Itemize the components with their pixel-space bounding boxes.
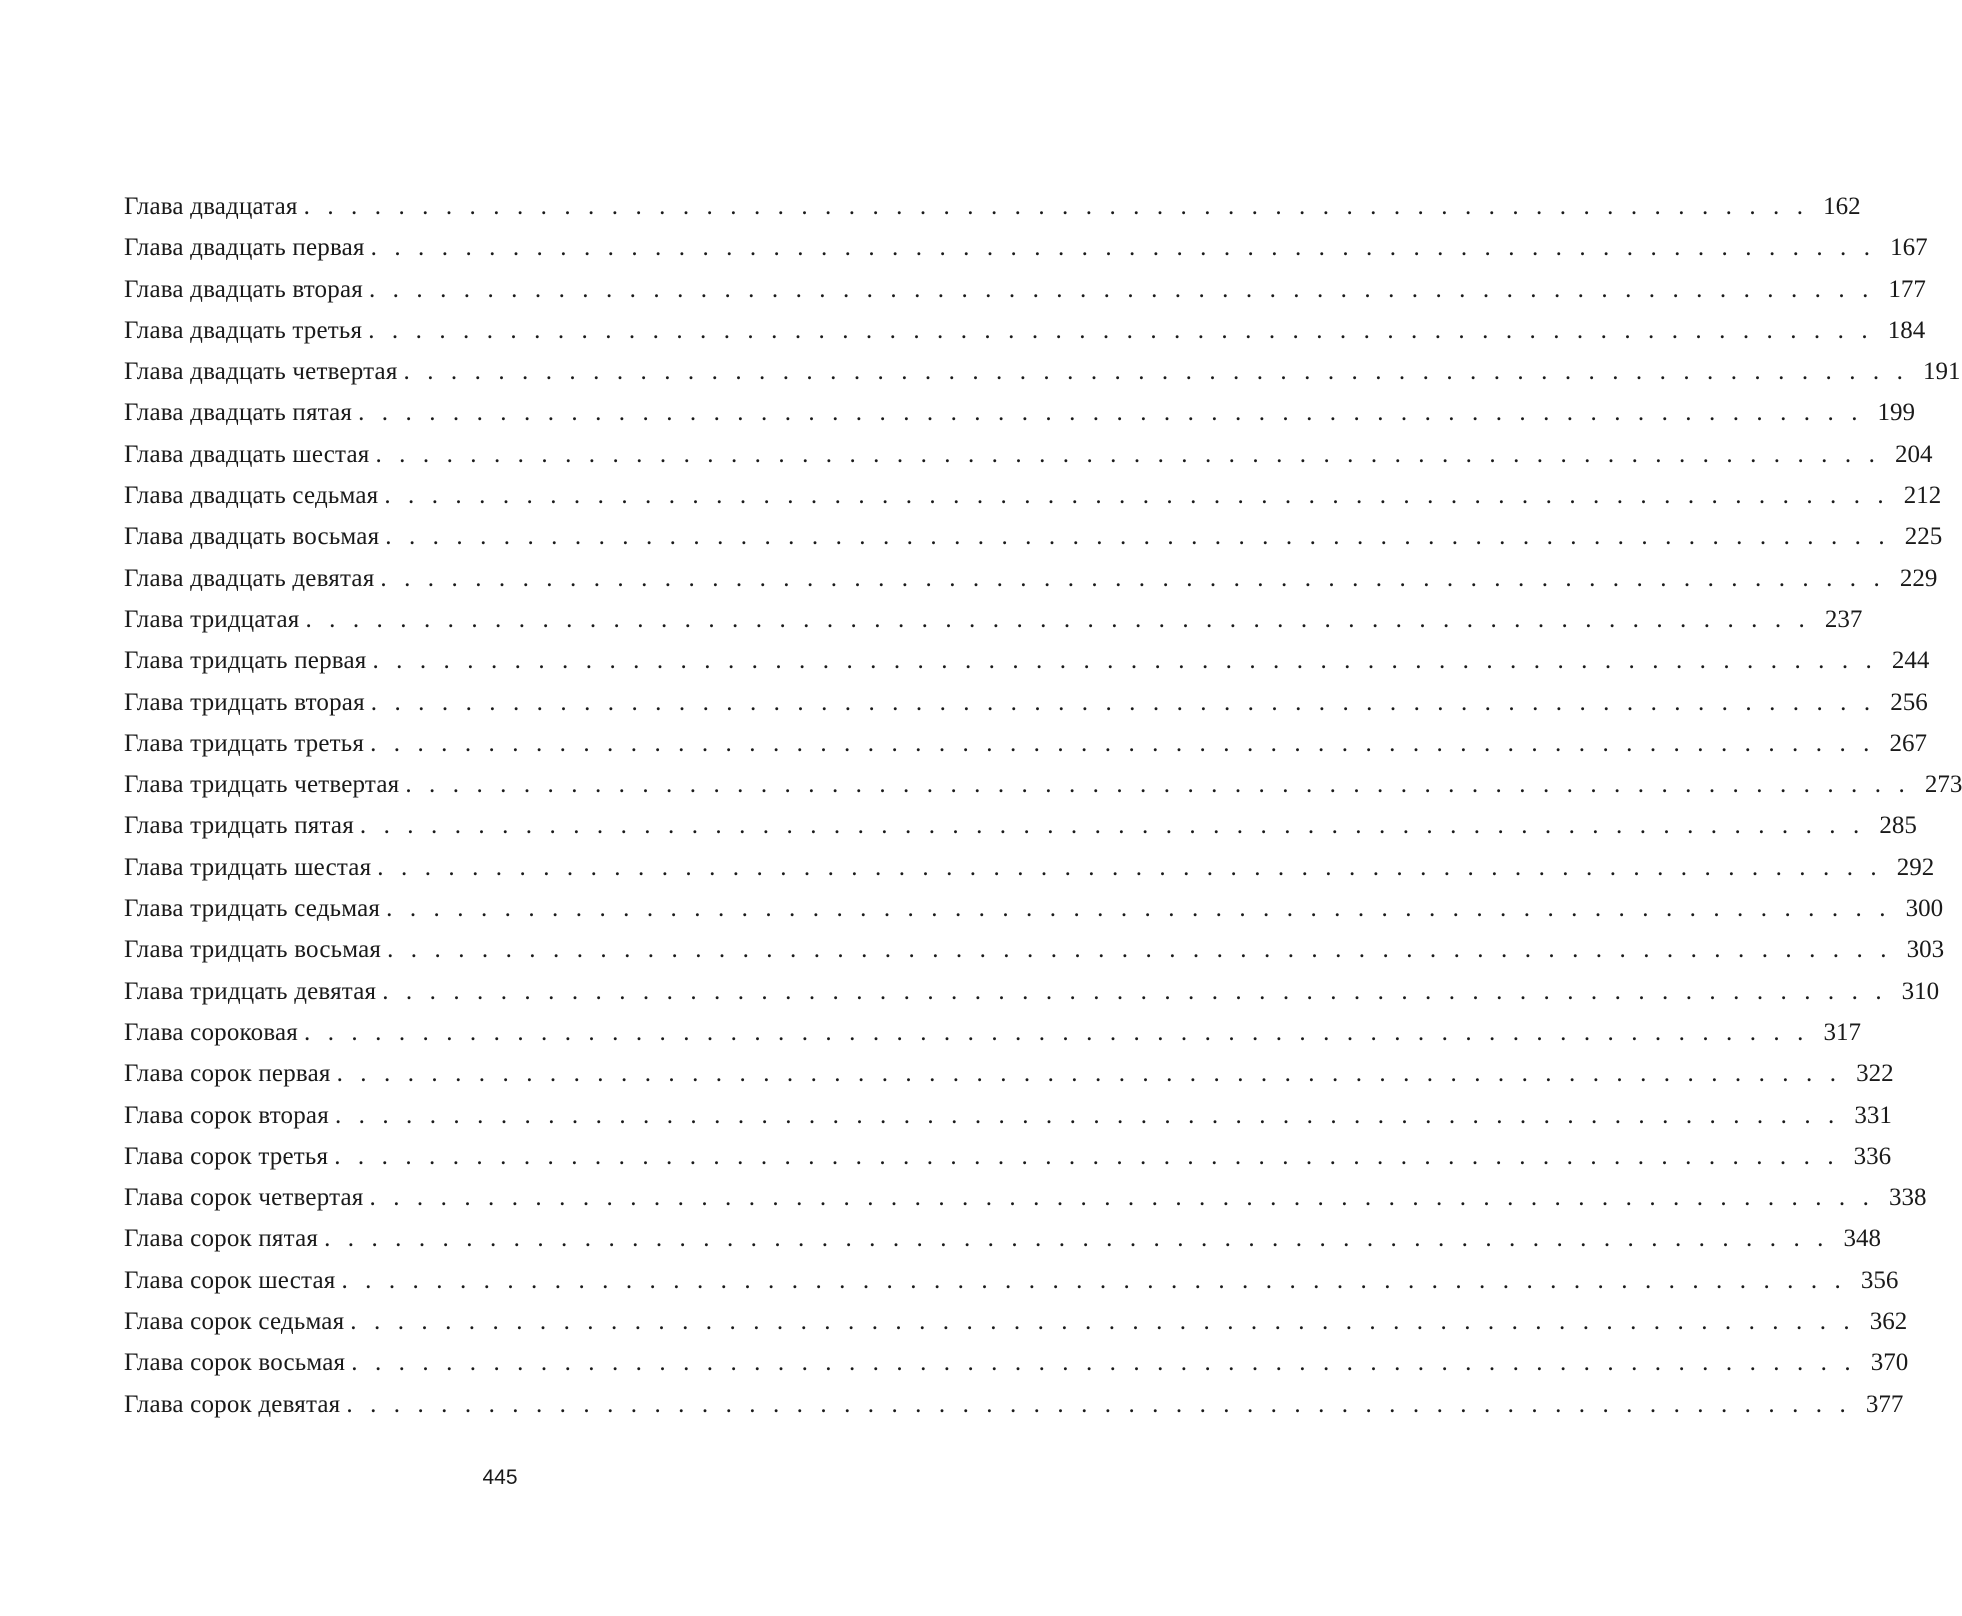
- toc-entry-page: 285: [1879, 812, 1917, 840]
- toc-entry[interactable]: [124, 434, 1933, 475]
- dot-leader: . . . . . . . . . . . . . . . . . . . . . . . . . . . . . . . . . . . . . . . . . . . . . . . . . . . . . . . . . . . . . . . .: [382, 977, 1888, 1005]
- toc-entry[interactable]: [124, 971, 1940, 1012]
- toc-entry-title: Глава двадцать первая: [124, 234, 365, 262]
- toc-entry[interactable]: [124, 764, 1962, 805]
- toc-entry[interactable]: [124, 599, 1863, 640]
- toc-entry[interactable]: [124, 888, 1944, 929]
- toc-entry-title: Глава сорок первая: [124, 1060, 331, 1088]
- dot-leader: . . . . . . . . . . . . . . . . . . . . . . . . . . . . . . . . . . . . . . . . . . . . . . . . . . . . . . . . . . . . . . . .: [385, 523, 1891, 551]
- toc-entry[interactable]: [124, 1136, 1892, 1177]
- toc-entry-page: 267: [1889, 729, 1928, 757]
- toc-entry-title: Глава двадцать девятая: [124, 564, 375, 592]
- toc-entry-page: 338: [1888, 1184, 1927, 1212]
- toc-entry-title: Глава сорок вторая: [124, 1101, 329, 1129]
- toc-entry[interactable]: [124, 1342, 1909, 1383]
- toc-entry[interactable]: [124, 227, 1928, 268]
- toc-entry-title: Глава двадцать третья: [124, 316, 363, 344]
- toc-entry[interactable]: [124, 1260, 1899, 1301]
- toc-entry-page: 204: [1894, 440, 1933, 468]
- dot-leader: . . . . . . . . . . . . . . . . . . . . . . . . . . . . . . . . . . . . . . . . . . . . . . . . . . . . . . . . . . . . . . . .: [372, 647, 1878, 675]
- dot-leader: . . . . . . . . . . . . . . . . . . . . . . . . . . . . . . . . . . . . . . . . . . . . . . . . . . . . . . . . . . . . . . . .: [346, 1390, 1852, 1418]
- toc-entry[interactable]: [124, 640, 1930, 681]
- toc-entry-title: Глава двадцать вторая: [124, 275, 363, 303]
- toc-entry-page: 348: [1843, 1225, 1882, 1253]
- toc-entry[interactable]: [124, 682, 1928, 723]
- table-of-contents: [124, 186, 1962, 1425]
- dot-leader: . . . . . . . . . . . . . . . . . . . . . . . . . . . . . . . . . . . . . . . . . . . . . . . . . . . . . . . . . . . . . . . .: [380, 564, 1886, 592]
- toc-entry-title: Глава двадцать пятая: [124, 399, 353, 427]
- toc-entry-title: Глава сорок девятая: [124, 1390, 341, 1418]
- dot-leader: . . . . . . . . . . . . . . . . . . . . . . . . . . . . . . . . . . . . . . . . . . . . . . . . . . . . . . . . . . . . . . . .: [384, 482, 1890, 510]
- dot-leader: . . . . . . . . . . . . . . . . . . . . . . . . . . . . . . . . . . . . . . . . . . . . . . . . . . . . . . . . . . . . . . . .: [351, 1349, 1857, 1377]
- toc-entry-title: Глава сорок восьмая: [124, 1349, 346, 1377]
- toc-entry-page: 199: [1877, 399, 1916, 427]
- toc-entry-title: Глава двадцать шестая: [124, 440, 370, 468]
- toc-entry-page: 229: [1899, 564, 1938, 592]
- page-number: 445: [482, 1466, 518, 1489]
- toc-entry-page: 212: [1903, 482, 1942, 510]
- toc-entry-page: 362: [1869, 1308, 1908, 1336]
- dot-leader: . . . . . . . . . . . . . . . . . . . . . . . . . . . . . . . . . . . . . . . . . . . . . . . . . . . . . . . . . . . . . . . .: [304, 1018, 1809, 1046]
- toc-entry-page: 336: [1853, 1142, 1892, 1170]
- toc-entry-page: 303: [1906, 936, 1945, 964]
- dot-leader: . . . . . . . . . . . . . . . . . . . . . . . . . . . . . . . . . . . . . . . . . . . . . . . . . . . . . . . . . . . . . . . .: [405, 771, 1911, 799]
- toc-entry-title: Глава тридцать девятая: [124, 977, 377, 1005]
- dot-leader: . . . . . . . . . . . . . . . . . . . . . . . . . . . . . . . . . . . . . . . . . . . . . . . . . . . . . . . . . . . . . . . .: [336, 1060, 1842, 1088]
- toc-entry[interactable]: [124, 723, 1928, 764]
- toc-entry[interactable]: [124, 351, 1961, 392]
- toc-entry-page: 237: [1824, 605, 1863, 633]
- toc-entry[interactable]: [124, 1053, 1894, 1094]
- toc-entry-title: Глава тридцать пятая: [124, 812, 354, 840]
- toc-entry-page: 370: [1870, 1349, 1909, 1377]
- toc-entry[interactable]: [124, 558, 1938, 599]
- toc-entry[interactable]: [124, 475, 1942, 516]
- dot-leader: . . . . . . . . . . . . . . . . . . . . . . . . . . . . . . . . . . . . . . . . . . . . . . . . . . . . . . . . . . . . . . . .: [303, 193, 1809, 220]
- toc-entry-page: 273: [1924, 771, 1962, 799]
- toc-entry-page: 322: [1856, 1060, 1894, 1088]
- toc-entry[interactable]: [124, 269, 1926, 310]
- dot-leader: . . . . . . . . . . . . . . . . . . . . . . . . . . . . . . . . . . . . . . . . . . . . . . . . . . . . . . . . . . . . . . . .: [368, 275, 1874, 303]
- toc-entry[interactable]: [124, 392, 1916, 433]
- dot-leader: . . . . . . . . . . . . . . . . . . . . . . . . . . . . . . . . . . . . . . . . . . . . . . . . . . . . . . . . . . . . . . . .: [369, 1184, 1875, 1212]
- toc-entry[interactable]: [124, 1012, 1861, 1053]
- toc-entry[interactable]: [124, 1177, 1927, 1218]
- toc-entry-page: 300: [1905, 895, 1944, 923]
- dot-leader: . . . . . . . . . . . . . . . . . . . . . . . . . . . . . . . . . . . . . . . . . . . . . . . . . . . . . . . . . . . . . . . .: [375, 440, 1881, 468]
- dot-leader: . . . . . . . . . . . . . . . . . . . . . . . . . . . . . . . . . . . . . . . . . . . . . . . . . . . . . . . . . . . . . . . .: [370, 729, 1876, 757]
- toc-entry-title: Глава сорок пятая: [124, 1225, 319, 1253]
- toc-entry-title: Глава сорок третья: [124, 1142, 329, 1170]
- dot-leader: . . . . . . . . . . . . . . . . . . . . . . . . . . . . . . . . . . . . . . . . . . . . . . . . . . . . . . . . . . . . . . . .: [350, 1308, 1856, 1336]
- toc-entry-page: 244: [1891, 647, 1930, 675]
- dot-leader: . . . . . . . . . . . . . . . . . . . . . . . . . . . . . . . . . . . . . . . . . . . . . . . . . . . . . . . . . . . . . . . .: [334, 1101, 1840, 1129]
- dot-leader: . . . . . . . . . . . . . . . . . . . . . . . . . . . . . . . . . . . . . . . . . . . . . . . . . . . . . . . . . . . . . . . .: [370, 234, 1876, 262]
- dot-leader: . . . . . . . . . . . . . . . . . . . . . . . . . . . . . . . . . . . . . . . . . . . . . . . . . . . . . . . . . . . . . . . .: [358, 399, 1864, 427]
- toc-entry-title: Глава сорок седьмая: [124, 1308, 345, 1336]
- toc-entry[interactable]: [124, 310, 1926, 351]
- toc-entry-page: 225: [1904, 523, 1943, 551]
- toc-entry[interactable]: [124, 1218, 1882, 1259]
- toc-entry-page: 292: [1896, 853, 1935, 881]
- toc-entry-page: 191: [1922, 358, 1961, 386]
- dot-leader: . . . . . . . . . . . . . . . . . . . . . . . . . . . . . . . . . . . . . . . . . . . . . . . . . . . . . . . . . . . . . . . .: [368, 316, 1874, 344]
- toc-entry-page: 184: [1887, 316, 1926, 344]
- toc-entry[interactable]: [124, 1384, 1904, 1425]
- dot-leader: . . . . . . . . . . . . . . . . . . . . . . . . . . . . . . . . . . . . . . . . . . . . . . . . . . . . . . . . . . . . . . . .: [334, 1142, 1840, 1170]
- dot-leader: . . . . . . . . . . . . . . . . . . . . . . . . . . . . . . . . . . . . . . . . . . . . . . . . . . . . . . . . . . . . . . . .: [370, 688, 1876, 716]
- toc-entry-page: 356: [1860, 1266, 1899, 1294]
- toc-entry-page: 377: [1865, 1390, 1904, 1418]
- toc-entry-title: Глава двадцать четвертая: [124, 358, 398, 386]
- toc-entry[interactable]: [124, 929, 1945, 970]
- toc-entry[interactable]: [124, 516, 1943, 557]
- toc-entry-title: Глава тридцать шестая: [124, 853, 372, 881]
- toc-entry-title: Глава двадцать восьмая: [124, 523, 380, 551]
- toc-entry-title: Глава двадцатая: [124, 193, 298, 220]
- toc-entry-title: Глава сороковая: [124, 1018, 299, 1046]
- dot-leader: . . . . . . . . . . . . . . . . . . . . . . . . . . . . . . . . . . . . . . . . . . . . . . . . . . . . . . . . . . . . . . . .: [387, 936, 1893, 964]
- toc-entry-title: Глава сорок четвертая: [124, 1184, 364, 1212]
- toc-entry-page: 317: [1823, 1018, 1861, 1046]
- toc-entry[interactable]: [124, 847, 1935, 888]
- toc-entry[interactable]: [124, 1095, 1892, 1136]
- toc-entry-page: 167: [1890, 234, 1928, 262]
- dot-leader: . . . . . . . . . . . . . . . . . . . . . . . . . . . . . . . . . . . . . . . . . . . . . . . . . . . . . . . . . . . . . . . .: [305, 605, 1811, 633]
- toc-entry-page: 331: [1854, 1101, 1892, 1129]
- toc-entry-title: Глава тридцать третья: [124, 729, 365, 757]
- toc-entry-title: Глава сорок шестая: [124, 1266, 336, 1294]
- toc-entry-title: Глава тридцать седьмая: [124, 895, 381, 923]
- dot-leader: . . . . . . . . . . . . . . . . . . . . . . . . . . . . . . . . . . . . . . . . . . . . . . . . . . . . . . . . . . . . . . . .: [377, 853, 1883, 881]
- toc-entry[interactable]: [124, 1301, 1908, 1342]
- toc-entry[interactable]: [124, 186, 1861, 227]
- dot-leader: . . . . . . . . . . . . . . . . . . . . . . . . . . . . . . . . . . . . . . . . . . . . . . . . . . . . . . . . . . . . . . . .: [324, 1225, 1830, 1253]
- dot-leader: . . . . . . . . . . . . . . . . . . . . . . . . . . . . . . . . . . . . . . . . . . . . . . . . . . . . . . . . . . . . . . . .: [359, 812, 1865, 840]
- toc-entry-title: Глава тридцать восьмая: [124, 936, 382, 964]
- toc-entry[interactable]: [124, 805, 1917, 846]
- toc-entry-title: Глава двадцать седьмая: [124, 482, 379, 510]
- toc-entry-page: 256: [1890, 688, 1928, 716]
- toc-entry-title: Глава тридцать первая: [124, 647, 367, 675]
- toc-entry-title: Глава тридцатая: [124, 605, 300, 633]
- toc-entry-title: Глава тридцать четвертая: [124, 771, 400, 799]
- dot-leader: . . . . . . . . . . . . . . . . . . . . . . . . . . . . . . . . . . . . . . . . . . . . . . . . . . . . . . . . . . . . . . . .: [403, 358, 1909, 386]
- toc-entry-page: 162: [1823, 193, 1861, 220]
- toc-entry-title: Глава тридцать вторая: [124, 688, 365, 716]
- toc-entry-page: 310: [1901, 977, 1940, 1005]
- dot-leader: . . . . . . . . . . . . . . . . . . . . . . . . . . . . . . . . . . . . . . . . . . . . . . . . . . . . . . . . . . . . . . . .: [341, 1266, 1847, 1294]
- toc-entry-page: 177: [1888, 275, 1926, 303]
- dot-leader: . . . . . . . . . . . . . . . . . . . . . . . . . . . . . . . . . . . . . . . . . . . . . . . . . . . . . . . . . . . . . . . .: [386, 895, 1892, 923]
